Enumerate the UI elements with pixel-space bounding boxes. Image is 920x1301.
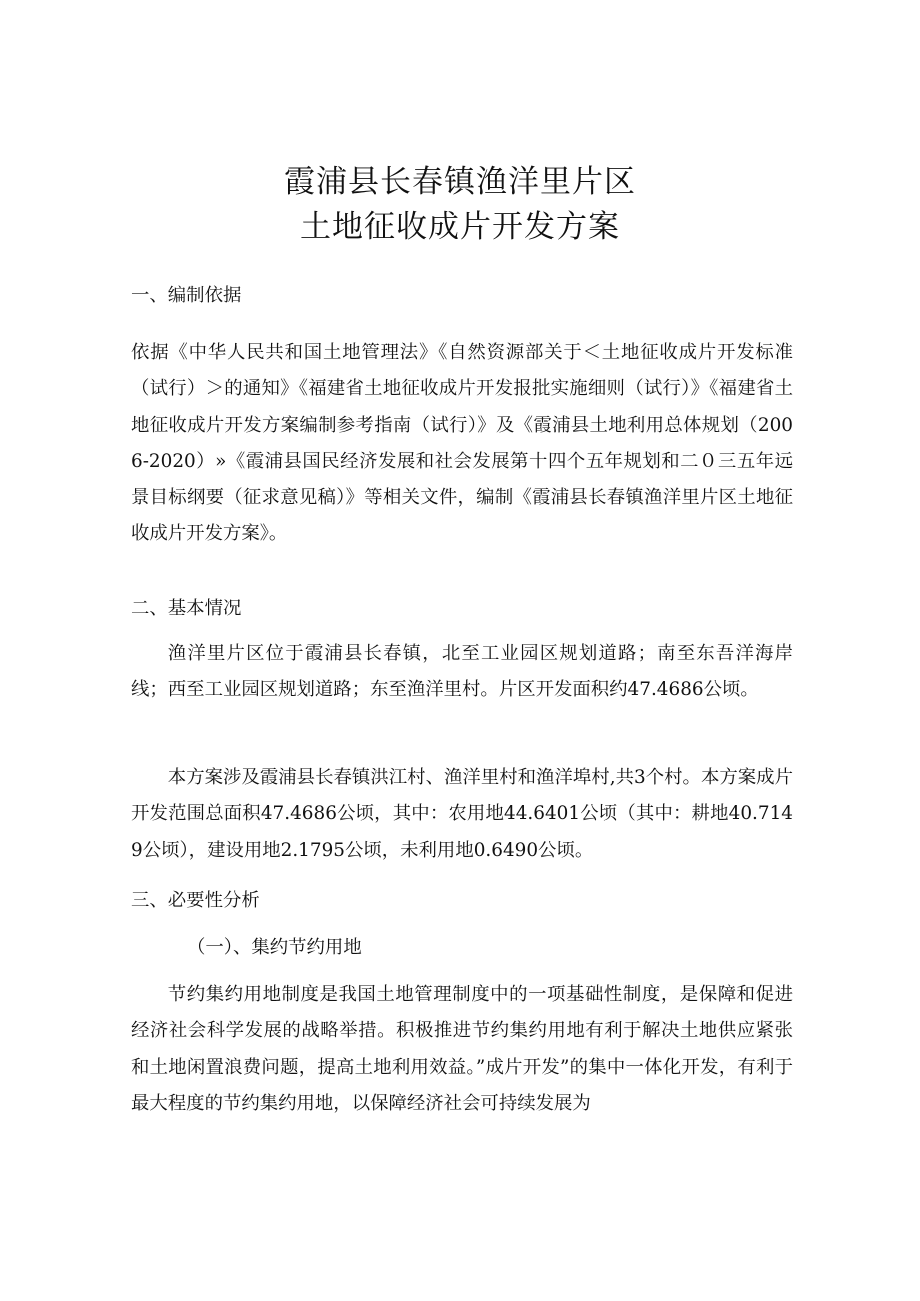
sub-heading-intensive-land-use: （一）、集约节约用地 [187,937,362,958]
paragraph-basis: 依据《中华人民共和国土地管理法》《自然资源部关于＜土地征收成片开发标准（试行）＞的通知》《福建省土地征收成片开发报批实施细则（试行）》《福建省土地征收成片开发方案编制参考指南（试行）》及《霞浦县土地利用总体规划（2006-2020）»《霞浦县国民经济发展和社会发展第十四个五年规划和二０三五年远景目标纲要（征求意见稿）》等相关文件，编制《霞浦县长春镇渔洋里片区土地征收成片开发方案》。 [131,342,793,545]
paragraph-scope: 本方案涉及霞浦县长春镇洪江村、渔洋里村和渔洋埠村,共3个村。本方案成片开发范围总面积47.4686公顷，其中：农用地44.6401公顷（其中：耕地40.7149公顷），建设用地2.1795公顷，未利用地0.6490公顷。 [131,767,793,861]
document-title-line2: 土地征收成片开发方案 [300,209,620,245]
paragraph-intensive-land-use: 节约集约用地制度是我国土地管理制度中的一项基础性制度，是保障和促进经济社会科学发展的战略举措。积极推进节约集约用地有利于解决土地供应紧张和土地闲置浪费问题，提高土地利用效益。”成片开发”的集中一体化开发，有利于最大程度的节约集约用地，以保障经济社会可持续发展为 [131,984,793,1114]
section-heading-situation: 二、基本情况 [131,598,242,619]
section-heading-basis: 一、编制依据 [131,285,242,306]
section-heading-necessity: 三、必要性分析 [131,890,260,911]
document-title-line1: 霞浦县长春镇渔洋里片区 [284,164,636,200]
paragraph-location: 渔洋里片区位于霞浦县长春镇，北至工业园区规划道路；南至东吾洋海岸线；西至工业园区规划道路；东至渔洋里村。片区开发面积约47.4686公顷。 [131,643,793,701]
